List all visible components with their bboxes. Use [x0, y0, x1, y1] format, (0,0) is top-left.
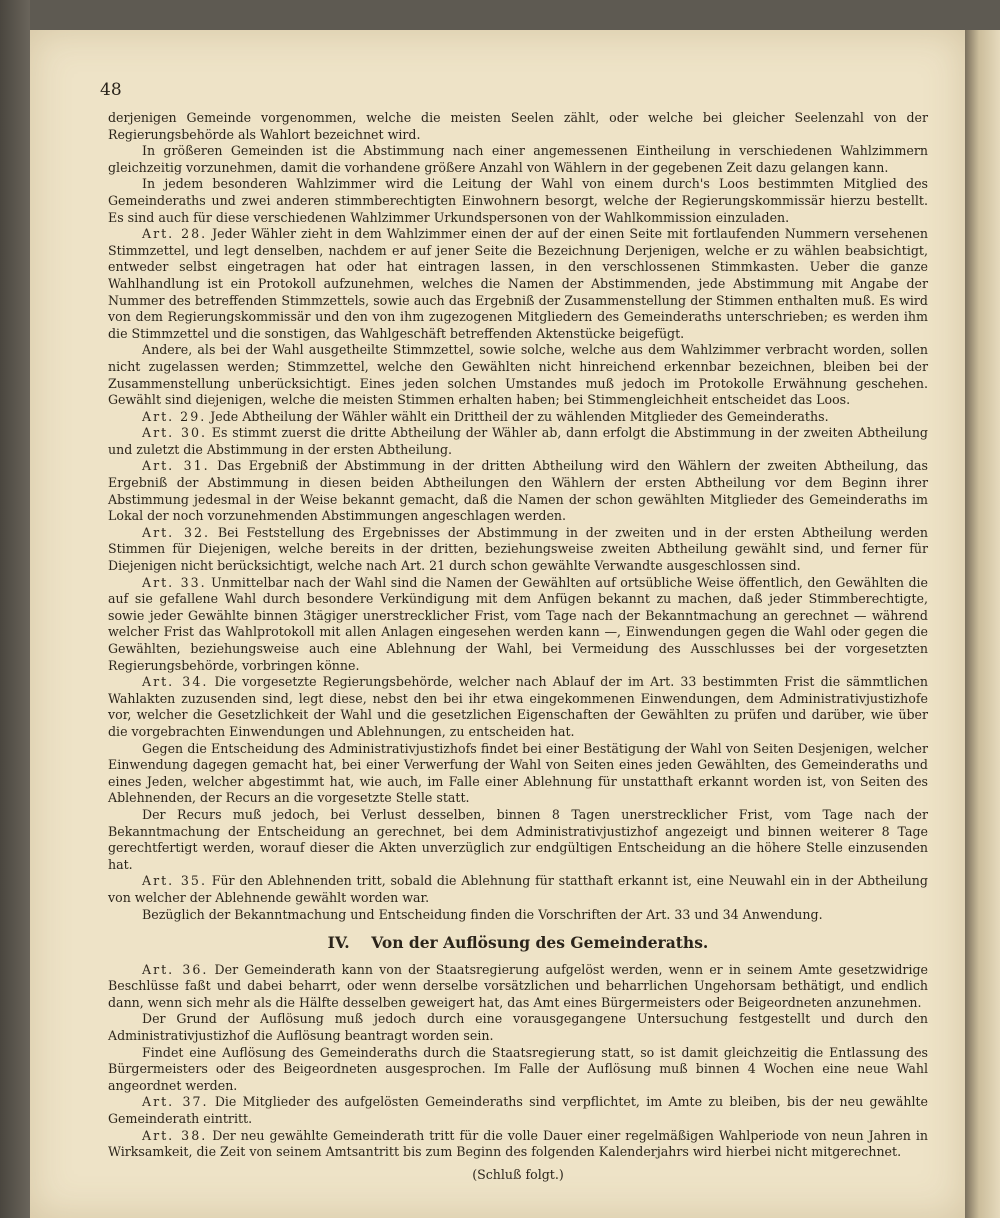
section-heading	[108, 935, 928, 952]
paragraph-text: Der neu gewählte Gemeinderath tritt für die volle Dauer einer regelmäßigen Wahlperiode von neun Jahren in Wirksamkeit, die Zeit von seinem Amtsantritt bis zum Beginn des folgenden Kalenderjahrs wird hierbei nicht mitgerechnet.	[108, 1127, 928, 1160]
article-label: Art. 32.	[142, 524, 211, 540]
paragraph	[108, 1011, 928, 1044]
paragraph-text: derjenigen Gemeinde vorgenommen, welche die meisten Seelen zählt, oder welche bei gleicher Seelenzahl von der Regierungsbehörde als Wahlort bezeichnet wird.	[108, 110, 928, 142]
article-label: Art. 38.	[142, 1127, 208, 1143]
article-label: Art. 28.	[142, 226, 208, 242]
paragraph	[108, 1094, 928, 1127]
paragraph	[108, 873, 928, 906]
paragraph	[108, 1045, 928, 1095]
paragraph-text: Das Ergebniß der Abstimmung in der dritten Abtheilung wird den Wählern der zweiten Abtheilung, das Ergebniß der Abstimmung in diesen beiden Abtheilungen den Wählern der ersten Abtheilung vor dem Beginn ihrer Abstimmung jedesmal in der Weise bekannt gemacht, daß die Namen der schon gewählten Mitglieder des Gemeinderaths im Lokal der noch vorzunehmenden Abstimmungen angeschlagen werden.	[108, 458, 928, 524]
paragraph	[108, 458, 928, 524]
paragraph	[108, 575, 928, 675]
paragraph	[108, 674, 928, 740]
article-label: Art. 33.	[142, 574, 207, 590]
paragraph-text: In größeren Gemeinden ist die Abstimmung nach einer angemessenen Eintheilung in verschiedenen Wahlzimmern gleichzeitig vorzunehmen, damit die vorhandene größere Anzahl von Wählern in der gegebenen Zeit dazu gelangen kann.	[108, 143, 928, 175]
closing-note: (Schluß folgt.)	[472, 1166, 564, 1182]
article-label: Art. 36.	[142, 961, 209, 977]
paragraph	[108, 226, 928, 342]
article-label: Art. 35.	[142, 873, 207, 889]
section-title: Von der Auflösung des Gemeinderaths.	[371, 933, 709, 953]
article-label: Art. 37.	[142, 1094, 209, 1110]
paragraph-text: Der Recurs muß jedoch, bei Verlust desselben, binnen 8 Tagen unerstrecklicher Frist, vom Tage nach der Bekanntmachung der Entscheidung an gerechnet, bei dem Administrativjustizhof angezeigt und binnen weiterer 8 Tage gerechtfertigt werden, worauf dieser die Akten unverzüglich zur endgültigen Entscheidung an die höhere Stelle einzusenden hat.	[108, 806, 928, 872]
paragraph-text: Für den Ablehnenden tritt, sobald die Ablehnung für statthaft erkannt ist, eine Neuwahl ein in der Abtheilung von welcher der Ablehnende gewählt worden war.	[108, 873, 928, 905]
paragraph-text: Die Mitglieder des aufgelösten Gemeinderaths sind verpflichtet, im Amte zu bleiben, bis der neu gewählte Gemeinderath eintritt.	[108, 1094, 928, 1127]
section-number: IV.	[327, 933, 350, 953]
paragraph	[108, 741, 928, 807]
paragraph-text: Unmittelbar nach der Wahl sind die Namen der Gewählten auf ortsübliche Weise öffentlich, den Gewählten die auf sie gefallene Wahl durch besondere Verkündigung mit dem Anfügen bekannt zu machen, daß jeder Stimmberechtigte, sowie jeder Gewählte binnen 3tägiger unerstrecklicher Frist, vom Tage nach der Bekanntmachung an gerechnet — während welcher Frist das Wahlprotokoll mit allen Anlagen eingesehen werden kann —, Einwendungen gegen die Wahl oder gegen die Gewählten, beziehungsweise auch eine Ablehnung der Wahl, bei Vermeidung des Ausschlusses bei der vorgesetzten Regierungsbehörde, vorbringen könne.	[108, 574, 928, 673]
paragraph-block-2	[108, 962, 928, 1161]
paragraph-text: Andere, als bei der Wahl ausgetheilte Stimmzettel, sowie solche, welche aus dem Wahlzimmer verbracht worden, sollen nicht zugelassen werden; Stimmzettel, welche den Gewählten nicht hinreichend erkennbar bezeichnen, bleiben bei der Zusammenstellung unberücksichtigt. Eines jeden solchen Umstandes muß jedoch im Protokolle Erwähnung geschehen. Gewählt sind diejenigen, welche die meisten Stimmen erhalten haben; bei Stimmengleichheit entscheidet das Loos.	[108, 342, 928, 408]
paragraph-text: Die vorgesetzte Regierungsbehörde, welcher nach Ablauf der im Art. 33 bestimmten Frist die sämmtlichen Wahlakten zuzusenden sind, legt diese, nebst den bei ihr etwa eingekommenen Einwendungen, dem Administrativjustizhofe vor, welcher die Gesetzlichkeit der Wahl und die gesetzlichen Eigenschaften der Gewählten zu prüfen und darüber, wie über die vorgebrachten Einwendungen und Ablehnungen, zu entscheiden hat.	[108, 674, 928, 739]
paragraph	[108, 143, 928, 176]
paragraph	[108, 962, 928, 1012]
paragraph-block-1	[108, 110, 928, 923]
article-label: Art. 31.	[142, 458, 210, 474]
paragraph	[108, 1128, 928, 1161]
paragraph	[108, 342, 928, 408]
paragraph-text: Gegen die Entscheidung des Administrativjustizhofs findet bei einer Bestätigung der Wahl von Seiten Desjenigen, welcher Einwendung dagegen gemacht hat, bei einer Verwerfung der Wahl von Seiten eines jeden Gewählten, des Gemeinderaths und eines Jeden, welcher abgestimmt hat, wie auch, im Falle einer Ablehnung für unstatthaft erkannt worden ist, von Seiten des Ablehnenden, der Recurs an die vorgesetzte Stelle statt.	[108, 740, 928, 806]
page-edge	[965, 30, 1000, 1218]
paragraph	[108, 425, 928, 458]
paragraph	[108, 409, 928, 426]
paragraph	[108, 110, 928, 143]
page-number: 48	[100, 80, 122, 100]
paragraph-text: Bezüglich der Bekanntmachung und Entscheidung finden die Vorschriften der Art. 33 und 34 Anwendung.	[142, 906, 823, 922]
paragraph	[108, 907, 928, 924]
paragraph	[108, 525, 928, 575]
scan-border	[0, 0, 30, 1218]
article-label: Art. 29.	[142, 408, 207, 424]
body-text	[108, 110, 928, 1183]
paragraph-text: Es stimmt zuerst die dritte Abtheilung der Wähler ab, dann erfolgt die Abstimmung in der zweiten Abtheilung und zuletzt die Abstimmung in der ersten Abtheilung.	[108, 425, 928, 457]
article-label: Art. 34.	[142, 674, 209, 690]
paragraph-text: Jede Abtheilung der Wähler wählt ein Drittheil der zu wählenden Mitglieder des Gemeinderaths.	[210, 408, 829, 424]
paragraph-text: Jeder Wähler zieht in dem Wahlzimmer einen der auf der einen Seite mit fortlaufenden Nummern versehenen Stimmzettel, und legt denselben, nachdem er auf jener Seite die Bezeichnung Derjenigen, welche er zu wählen beabsichtigt, entweder selbst eingetragen hat oder hat eintragen lassen, in den verschlossenen Stimmkasten. Ueber die ganze Wahlhandlung ist ein Protokoll aufzunehmen, welches die Namen der Abstimmenden, jede Abstimmung mit Angabe der Nummer des betreffenden Stimmzettels, sowie auch das Ergebniß der Zusammenstellung der Stimmen enthalten muß. Es wird von dem Regierungskommissär und den von ihm zugezogenen Mitgliedern des Gemeinderaths unterschrieben; es werden ihm die Stimmzettel und die sonstigen, das Wahlgeschäft betreffenden Aktenstücke beigefügt.	[108, 226, 928, 341]
paragraph-text: In jedem besonderen Wahlzimmer wird die Leitung der Wahl von einem durch's Loos bestimmten Mitglied des Gemeinderaths und zwei anderen stimmberechtigten Einwohnern besorgt, welche der Regierungskommissär hierzu bestellt. Es sind auch für diese verschiedenen Wahlzimmer Urkundspersonen von der Wahlkommission einzuladen.	[108, 176, 928, 225]
paragraph	[108, 176, 928, 226]
paragraph-text: Der Gemeinderath kann von der Staatsregierung aufgelöst werden, wenn er in seinem Amte gesetzwidrige Beschlüsse faßt und dabei beharrt, oder wenn derselbe vorsätzlichen und beharrlichen Ungehorsam bethätigt, und endlich dann, wenn sich mehr als die Hälfte desselben geweigert hat, das Amt eines Bürgermeisters oder Beigeordneten anzunehmen.	[108, 961, 928, 1010]
paragraph-text: Der Grund der Auflösung muß jedoch durch eine vorausgegangene Untersuchung festgestellt und durch den Administrativjustizhof die Auflösung beantragt worden sein.	[108, 1011, 928, 1044]
paragraph	[108, 807, 928, 873]
article-label: Art. 30.	[142, 425, 207, 441]
paragraph-text: Bei Feststellung des Ergebnisses der Abstimmung in der zweiten und in der ersten Abtheilung werden Stimmen für Diejenigen, welche bereits in der dritten, beziehungsweise zweiten Abtheilung gewählt sind, und ferner für Diejenigen nicht berücksichtigt, welche nach Art. 21 durch schon gewählte Verwandte ausgeschlossen sind.	[108, 524, 928, 574]
paragraph-text: Findet eine Auflösung des Gemeinderaths durch die Staatsregierung statt, so ist damit gleichzeitig die Entlassung des Bürgermeisters oder des Beigeordneten ausgesprochen. Im Falle der Auflösung muß binnen 4 Wochen eine neue Wahl angeordnet werden.	[108, 1044, 928, 1093]
